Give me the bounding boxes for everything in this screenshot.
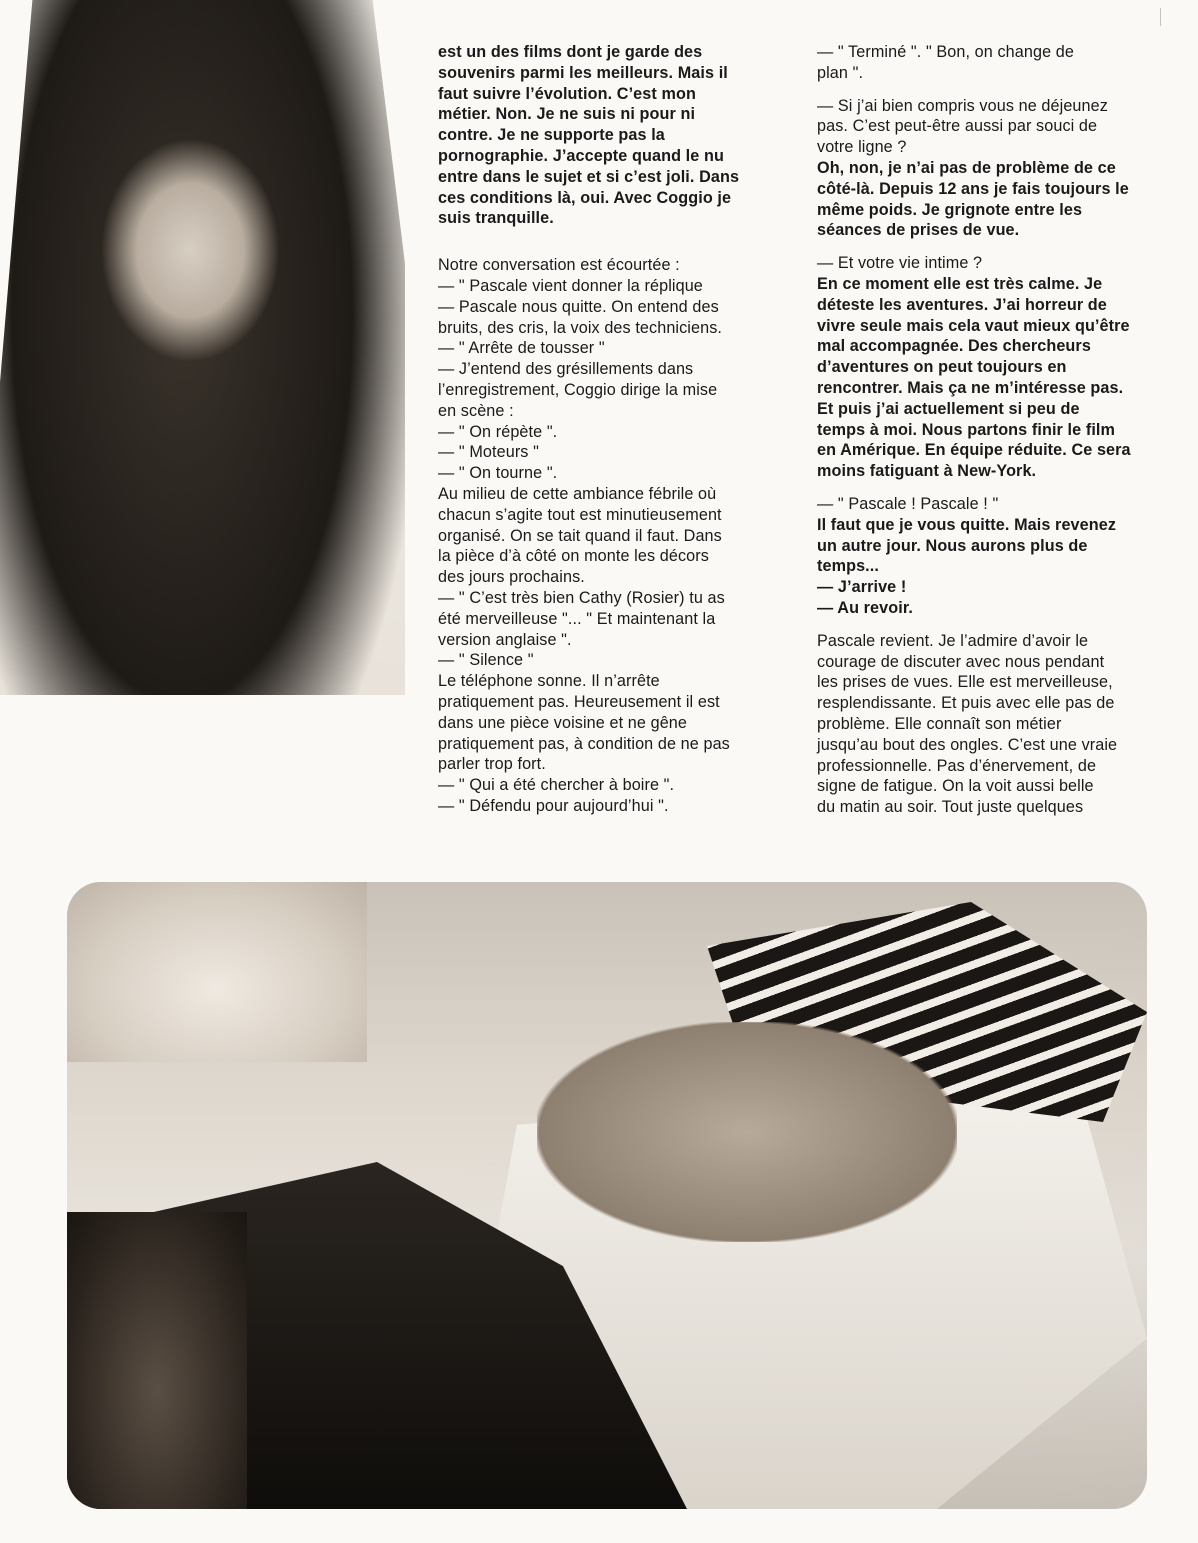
text-line: d’aventures on peut toujours en — [817, 358, 1067, 377]
text-line: — Si j’ai bien compris vous ne déjeunez — [817, 96, 1108, 115]
figures — [537, 1022, 957, 1242]
text-line: — " Pascale vient donner la réplique — [438, 276, 703, 295]
text-line: déteste les aventures. J’ai horreur de — [817, 295, 1107, 314]
text-line: plan ". — [817, 63, 864, 82]
text-line: pas. C’est peut-être aussi par souci de — [817, 117, 1098, 136]
text-line: dans une pièce voisine et ne gêne — [438, 713, 687, 732]
text-line: — " On tourne ". — [438, 464, 558, 483]
text-line: — J’entend des grésillements dans — [438, 360, 694, 379]
text-line: version anglaise ". — [438, 630, 572, 649]
interview-question — [817, 253, 1165, 274]
bed-scene-photo — [67, 882, 1147, 1509]
text-line: — " C’est très bien Cathy (Rosier) tu as — [438, 588, 725, 607]
interview-question — [817, 42, 1165, 84]
text-line: en scène : — [438, 401, 514, 420]
narrative-paragraph — [438, 255, 788, 817]
text-line: faut suivre l’évolution. C’est mon — [438, 84, 696, 103]
rug-area — [67, 882, 367, 1062]
text-line: — " Qui a été chercher à boire ". — [438, 776, 675, 795]
text-line: entre dans le sujet et si c’est joli. Dans — [438, 167, 740, 186]
interview-answer — [817, 515, 1165, 619]
text-line: ces conditions là, oui. Avec Coggio je — [438, 188, 732, 207]
text-line: — J’arrive ! — [817, 578, 907, 597]
text-line: signe de fatigue. On la voit aussi belle — [817, 777, 1094, 796]
text-line: — Et votre vie intime ? — [817, 254, 983, 273]
text-line: souvenirs parmi les meilleurs. Mais il — [438, 63, 728, 82]
interview-question — [817, 494, 1165, 515]
text-line: — " Silence " — [438, 651, 534, 670]
text-line: — " On répète ". — [438, 422, 558, 441]
text-line: pratiquement pas. Heureusement il est — [438, 692, 720, 711]
portrait-photo — [0, 0, 405, 695]
text-line: vivre seule mais cela vaut mieux qu’être — [817, 316, 1130, 335]
text-line: — " Défendu pour aujourd’hui ". — [438, 796, 669, 815]
text-line: moins fatiguant à New-York. — [817, 462, 1037, 481]
interview-answer — [817, 158, 1165, 241]
text-line: séances de prises de vue. — [817, 221, 1020, 240]
text-line: — Au revoir. — [817, 598, 913, 617]
text-line: Le téléphone sonne. Il n’arrête — [438, 672, 660, 691]
text-line: — " Terminé ". " Bon, on change de — [817, 43, 1074, 61]
text-line: jusqu’au bout des ongles. C’est une vraie — [817, 735, 1118, 754]
text-line: mal accompagnée. Des chercheurs — [817, 337, 1091, 356]
text-line: métier. Non. Je ne suis ni pour ni — [438, 105, 696, 124]
article-column-right — [817, 42, 1165, 830]
page-edge-mark — [1160, 8, 1165, 26]
text-line: parler trop fort. — [438, 755, 546, 774]
text-line: pratiquement pas, à condition de ne pas — [438, 734, 730, 753]
text-line: courage de discuter avec nous pendant — [817, 652, 1105, 671]
narrative-paragraph — [817, 631, 1165, 818]
text-line: — " Arrête de tousser " — [438, 339, 605, 358]
fur-throw — [67, 1212, 247, 1509]
text-line: votre ligne ? — [817, 138, 907, 157]
text-line: les prises de vues. Elle est merveilleuse, — [817, 673, 1113, 692]
text-line: En ce moment elle est très calme. Je — [817, 274, 1103, 293]
text-line: est un des films dont je garde des — [438, 43, 703, 61]
text-line: Notre conversation est écourtée : — [438, 256, 680, 275]
text-line: problème. Elle connaît son métier — [817, 714, 1062, 733]
text-line: côté-là. Depuis 12 ans je fais toujours le — [817, 179, 1129, 198]
text-line: pornographie. J’accepte quand le nu — [438, 146, 724, 165]
text-line: contre. Je ne supporte pas la — [438, 126, 665, 145]
text-line: — " Pascale ! Pascale ! " — [817, 494, 999, 513]
text-line: même poids. Je grignote entre les — [817, 200, 1083, 219]
text-line: temps... — [817, 557, 879, 576]
text-line: été merveilleuse "... " Et maintenant la — [438, 609, 716, 628]
text-line: bruits, des cris, la voix des techniciens. — [438, 318, 723, 337]
interview-answer — [817, 274, 1165, 482]
text-line: Pascale revient. Je l’admire d’avoir le — [817, 631, 1089, 650]
text-line: du matin au soir. Tout juste quelques — [817, 798, 1084, 817]
text-line: rencontrer. Mais ça ne m’intéresse pas. — [817, 378, 1124, 397]
article-column-middle — [438, 42, 788, 829]
text-line: un autre jour. Nous aurons plus de — [817, 536, 1088, 555]
text-line: suis tranquille. — [438, 209, 554, 228]
interview-answer — [438, 42, 788, 229]
text-line: Il faut que je vous quitte. Mais revenez — [817, 515, 1117, 534]
text-line: Au milieu de cette ambiance fébrile où — [438, 484, 717, 503]
text-line: en Amérique. En équipe réduite. Ce sera — [817, 441, 1131, 460]
text-line: — Pascale nous quitte. On entend des — [438, 297, 719, 316]
text-line: chacun s’agite tout est minutieusement — [438, 505, 722, 524]
text-line: l’enregistrement, Coggio dirige la mise — [438, 380, 718, 399]
text-line: temps à moi. Nous partons finir le film — [817, 420, 1116, 439]
text-line: organisé. On se tait quand il faut. Dans — [438, 526, 722, 545]
text-line: la pièce d’à côté on monte les décors — [438, 547, 709, 566]
text-line: professionnelle. Pas d’énervement, de — [817, 756, 1097, 775]
text-line: — " Moteurs " — [438, 443, 539, 462]
text-line: resplendissante. Et puis avec elle pas de — [817, 694, 1115, 713]
text-line: Oh, non, je n’ai pas de problème de ce — [817, 158, 1116, 177]
text-line: Et puis j’ai actuellement si peu de — [817, 399, 1080, 418]
text-line: des jours prochains. — [438, 568, 585, 587]
interview-question — [817, 96, 1165, 158]
